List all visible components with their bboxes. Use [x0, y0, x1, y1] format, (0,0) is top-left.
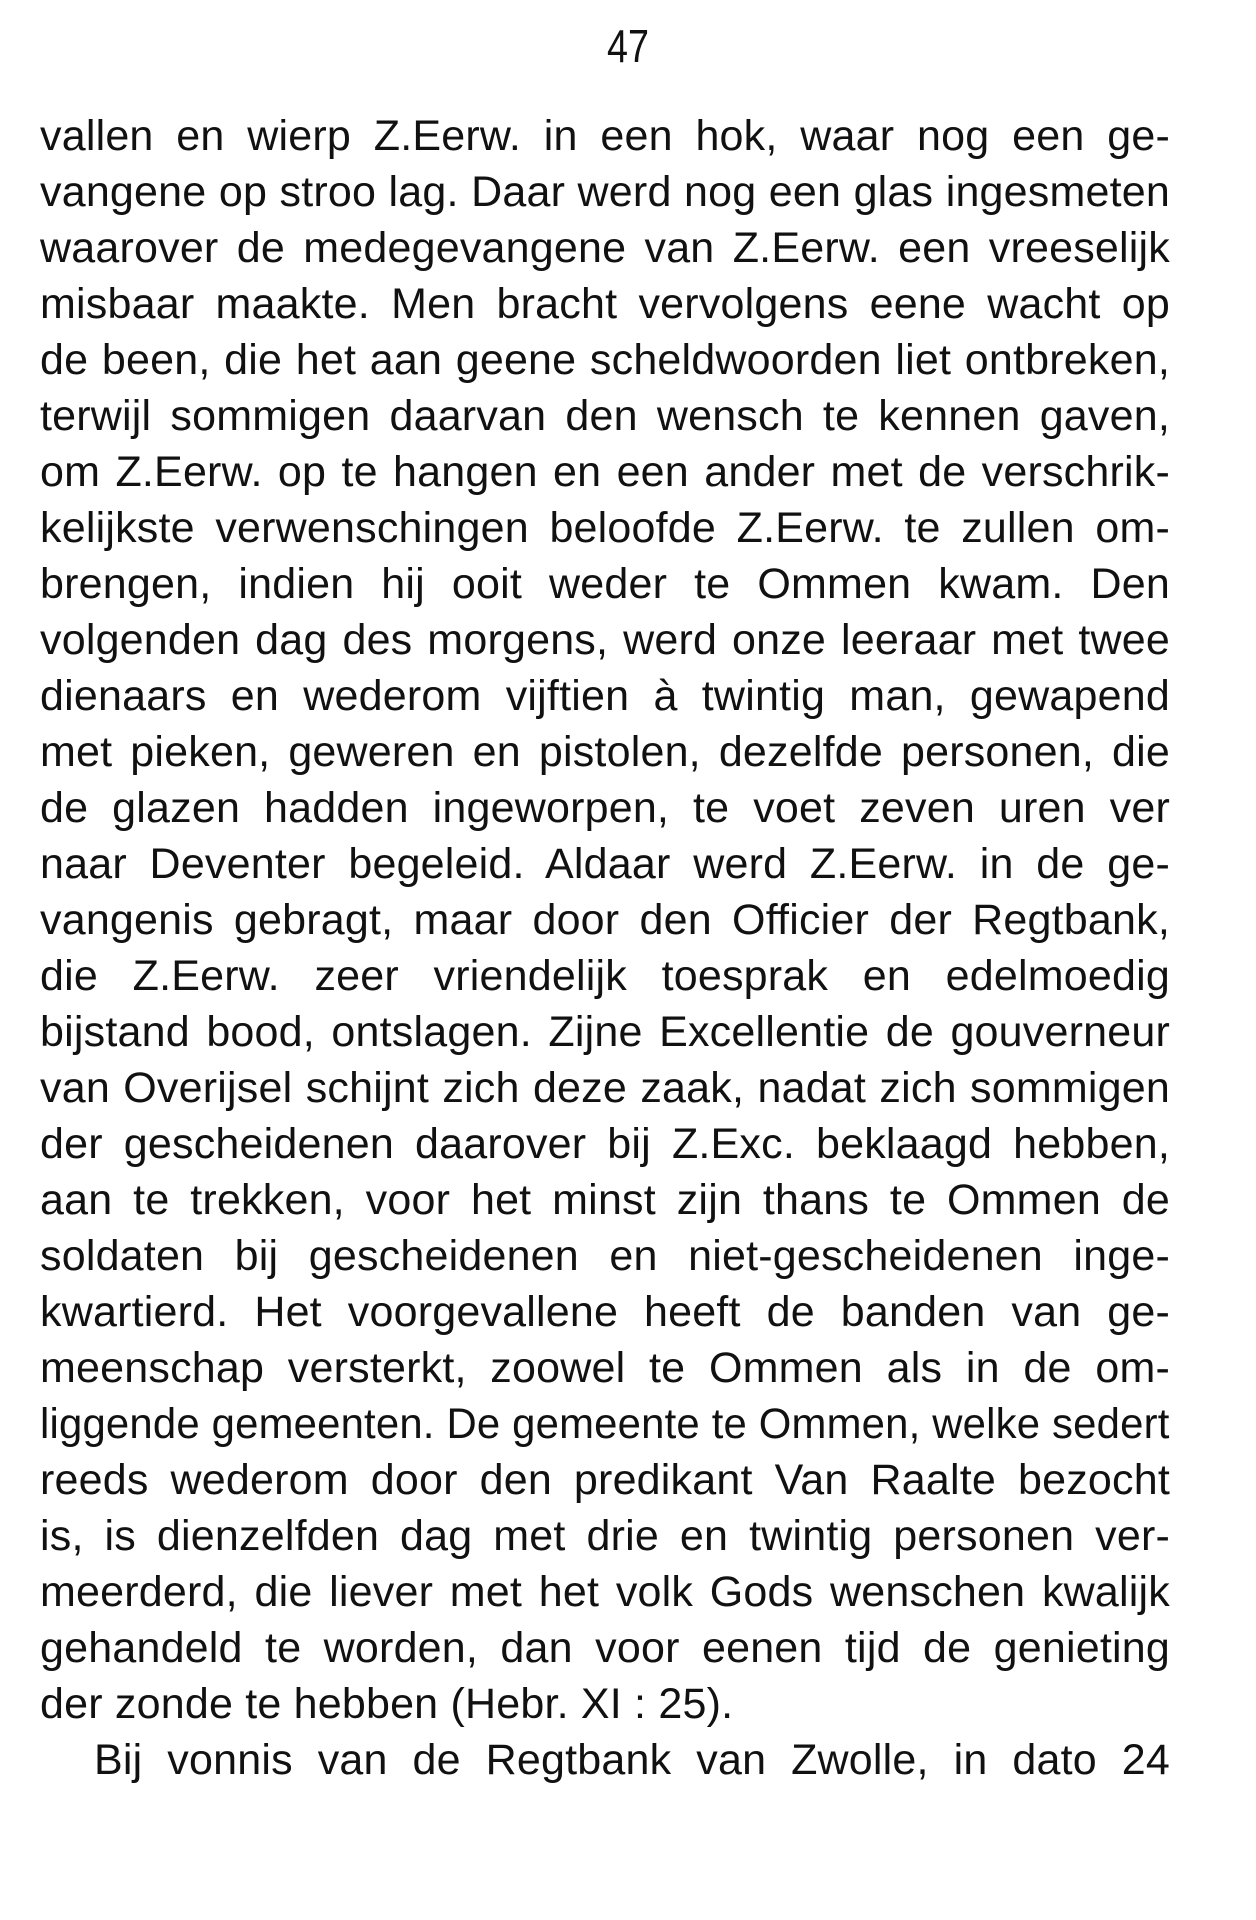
text-line: waarover de medegevangene van Z.Eerw. een vreeselijk	[40, 224, 1170, 272]
text-line: de glazen hadden ingeworpen, te voet zeven uren ver	[40, 784, 1170, 832]
text-line: naar Deventer begeleid. Aldaar werd Z.Eerw. in de ge-	[40, 840, 1170, 888]
body-text	[40, 108, 1170, 1788]
text-line: vangenis gebragt, maar door den Officier der Regtbank,	[40, 896, 1170, 944]
text-line: is, is dienzelfden dag met drie en twintig personen ver-	[40, 1512, 1170, 1560]
page-number: 47	[607, 20, 649, 72]
text-line: liggende gemeenten. De gemeente te Ommen, welke sedert	[40, 1400, 1170, 1448]
text-line: misbaar maakte. Men bracht vervolgens eene wacht op	[40, 280, 1170, 328]
text-line: reeds wederom door den predikant Van Raalte bezocht	[40, 1456, 1170, 1504]
text-line: de been, die het aan geene scheldwoorden liet ontbreken,	[40, 336, 1170, 384]
text-line: bijstand bood, ontslagen. Zijne Excellentie de gouverneur	[40, 1008, 1170, 1056]
text-line: der zonde te hebben (Hebr. XI : 25).	[40, 1680, 734, 1728]
text-line: dienaars en wederom vijftien à twintig man, gewapend	[40, 672, 1170, 720]
text-line: volgenden dag des morgens, werd onze leeraar met twee	[40, 616, 1170, 664]
text-line: vallen en wierp Z.Eerw. in een hok, waar nog een ge-	[40, 112, 1170, 160]
text-line: brengen, indien hij ooit weder te Ommen kwam. Den	[40, 560, 1170, 608]
text-line: met pieken, geweren en pistolen, dezelfde personen, die	[40, 728, 1170, 776]
text-line: gehandeld te worden, dan voor eenen tijd de genieting	[40, 1624, 1170, 1672]
text-line: aan te trekken, voor het minst zijn thans te Ommen de	[40, 1176, 1170, 1224]
text-line: van Overijsel schijnt zich deze zaak, nadat zich sommigen	[40, 1064, 1170, 1112]
text-line: soldaten bij gescheidenen en niet-gescheidenen inge-	[40, 1232, 1170, 1280]
text-line: kwartierd. Het voorgevallene heeft de banden van ge-	[40, 1288, 1170, 1336]
text-line: om Z.Eerw. op te hangen en een ander met de verschrik-	[40, 448, 1170, 496]
text-line: kelijkste verwenschingen beloofde Z.Eerw. te zullen om-	[40, 504, 1170, 552]
text-line: die Z.Eerw. zeer vriendelijk toesprak en edelmoedig	[40, 952, 1170, 1000]
text-line: meerderd, die liever met het volk Gods wenschen kwalijk	[40, 1568, 1170, 1616]
paragraph-start-line: Bij vonnis van de Regtbank van Zwolle, in dato 24	[94, 1736, 1170, 1784]
text-line: vangene op stroo lag. Daar werd nog een glas ingesmeten	[40, 168, 1170, 216]
text-line: der gescheidenen daarover bij Z.Exc. beklaagd hebben,	[40, 1120, 1170, 1168]
text-line: terwijl sommigen daarvan den wensch te kennen gaven,	[40, 392, 1170, 440]
text-line: meenschap versterkt, zoowel te Ommen als in de om-	[40, 1344, 1170, 1392]
